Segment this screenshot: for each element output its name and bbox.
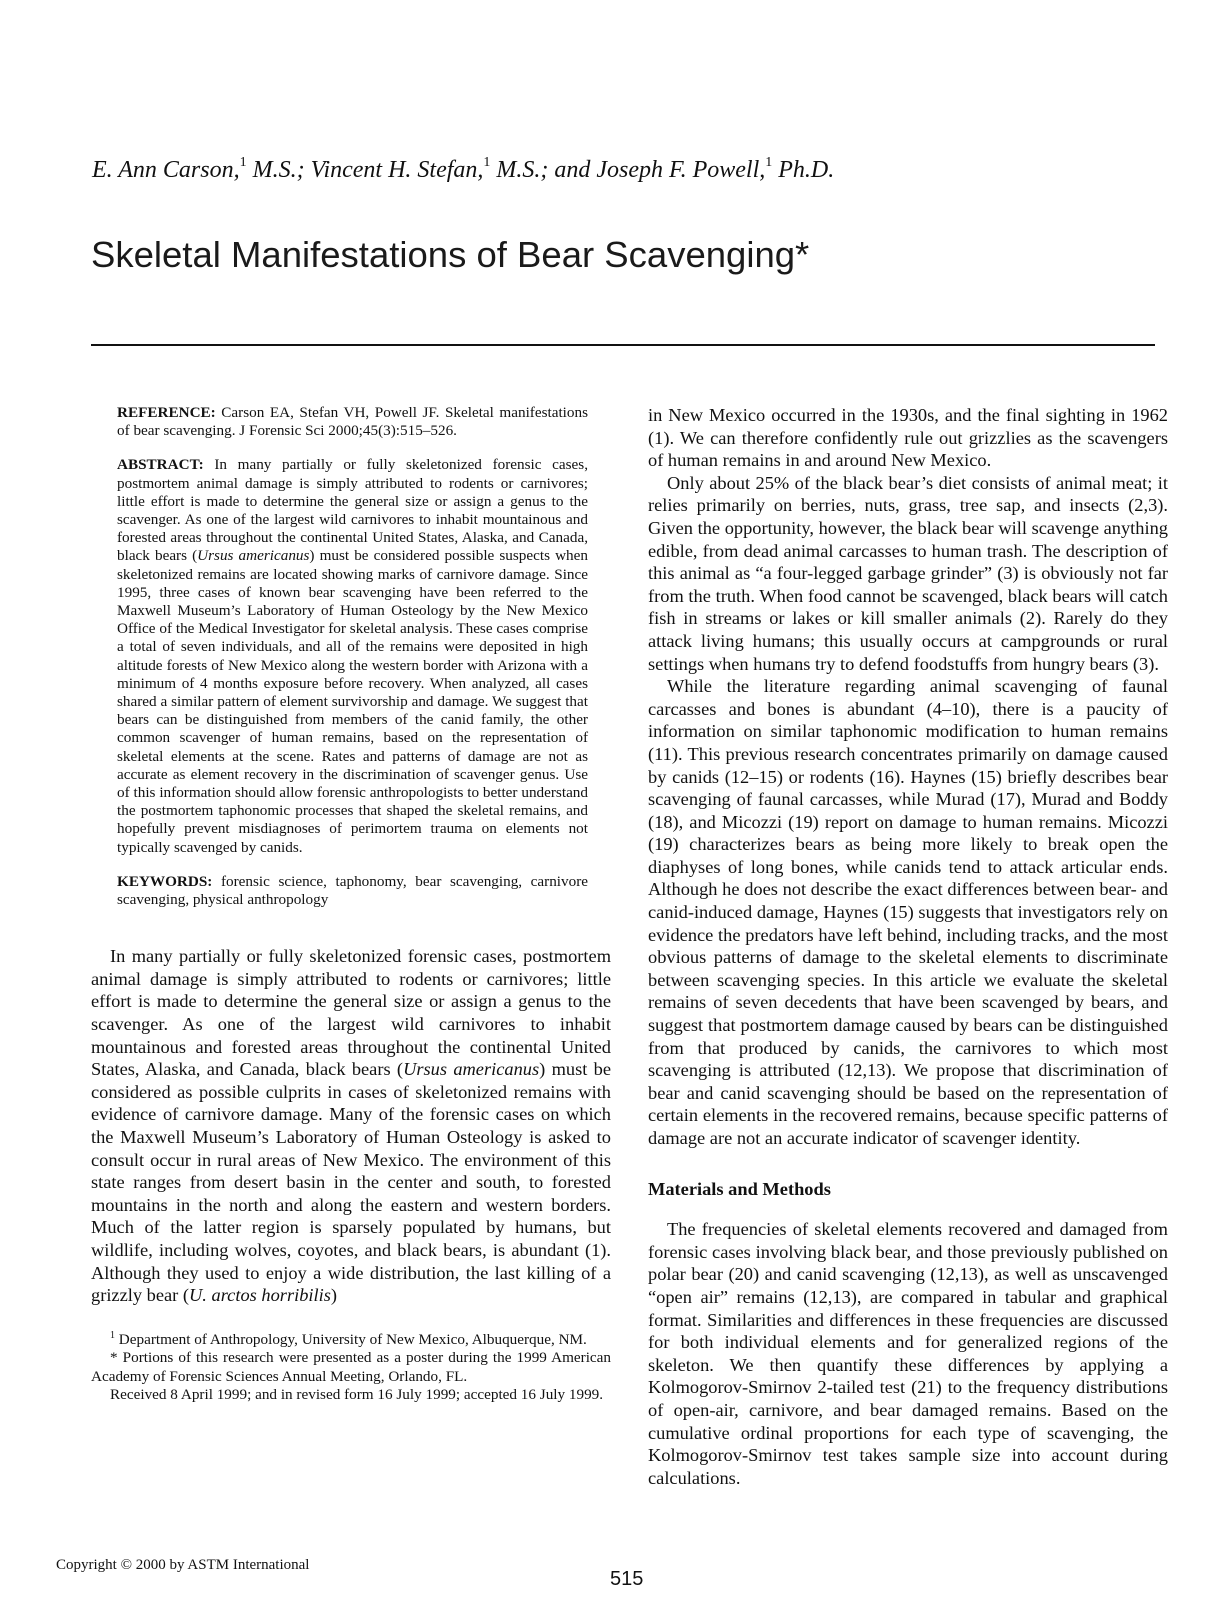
species-name: Ursus americanus (197, 547, 310, 565)
reference-text: Carson EA, Stefan VH, Powell JF. Skeletal manifestations of bear scavenging. J Forensic Sci 2000;45(3):515–526. (117, 404, 589, 440)
section-heading: Materials and Methods (648, 1178, 831, 1199)
footnote-presentation: * Portions of this research were presented as a poster during the 1999 American Academy of Forensic Sciences Annual Meeting, Orlando, FL. (91, 1349, 611, 1385)
intro-paragraph: Only about 25% of the black bear’s diet consists of animal meat; it relies primarily on berries, nuts, grass, tree sap, and insects (2,3). Given the opportunity, however, the black bear will scavenge anything edible, from dead animal carcasses to human trash. The description of this animal as “a four-legged garbage grinder” (3) is obviously not far from the truth. When food cannot be scavenged, black bears will catch fish in streams or lakes or kill smaller animals (2). Rarely do they attack living humans; this usually occurs at campgrounds or rural settings when humans try to defend foodstuffs from hungry bears (3). (648, 472, 1168, 674)
keywords (117, 873, 588, 909)
affiliation-marker: 1 (483, 155, 491, 170)
species-name: U. arctos horribilis (189, 1285, 331, 1306)
body-text: ) must be considered as possible culprits in cases of skeletonized remains with evidence of carnivore damage. Many of the forensic cases on which the Maxwell Museum’s Laboratory of Human Osteology is asked to consult occur in rural areas of New Mexico. The environment of this state ranges from desert basin in the center and south, to forested mountains in the north and along the eastern and western borders. Much of the latter region is sparsely populated by humans, but wildlife, including wolves, coyotes, and black bears, is abundant (1). Although they used to enjoy a wide distribution, the last killing of a grizzly bear ( (91, 1059, 612, 1306)
right-column (648, 404, 1168, 1489)
reference-citation (117, 404, 588, 440)
left-column (91, 404, 611, 1404)
abstract-label: ABSTRACT: (117, 456, 204, 474)
author-name: Ph.D. (772, 157, 835, 183)
body-text: ) (330, 1285, 338, 1306)
footnote-received: Received 8 April 1999; and in revised form 16 July 1999; accepted 16 July 1999. (110, 1386, 604, 1403)
intro-paragraph: While the literature regarding animal scavenging of faunal carcasses and bones is abundant (4–10), there is a paucity of information on similar taphonomic modification to human remains (11). This previous research concentrates primarily on damage caused by canids (12–15) or rodents (16). Haynes (15) briefly describes bear scavenging of faunal carcasses, while Murad (17), Murad and Boddy (18), and Micozzi (19) report on damage to human remains. Micozzi (19) characterizes bears as being more likely to break open the diaphyses of long bones, while canids tend to attack articular ends. Although he does not describe the exact differences between bear- and canid-induced damage, Haynes (15) suggests that investigators rely on evidence the predators have left behind, including tracks, and the most obvious patterns of damage to the skeletal elements to discriminate between scavenging species. In this article we evaluate the skeletal remains of seven decedents that have been scavenged by bears, and suggest that postmortem damage caused by bears can be distinguished from that produced by canids, the carnivores to which most scavenging is attributed (12,13). We propose that discrimination of bear and canid scavenging should be based on the representation of certain elements in the recovered remains, because specific patterns of damage are not an accurate indicator of scavenger identity. (648, 676, 1168, 1148)
author-name: M.S.; and Joseph F. Powell, (490, 157, 766, 183)
abstract-block (91, 404, 588, 909)
author-name: E. Ann Carson, (92, 157, 240, 183)
author-line (92, 154, 1152, 186)
keywords-label: KEYWORDS: (117, 872, 213, 890)
footnotes (91, 1331, 611, 1405)
title-divider (91, 344, 1155, 346)
footnote-text: Department of Anthropology, University of New Mexico, Albuquerque, NM. (115, 1330, 587, 1348)
intro-paragraph-continued: in New Mexico occurred in the 1930s, and the final sighting in 1962 (1). We can therefore confidently rule out grizzlies as the scavengers of human remains in and around New Mexico. (648, 405, 1168, 471)
footnote-affiliation (91, 1331, 611, 1349)
page-number: 515 (610, 1568, 644, 1590)
paper-title: Skeletal Manifestations of Bear Scavenging* (91, 234, 810, 275)
footnote-marker: 1 (110, 1329, 115, 1341)
body-text: In many partially or fully skeletonized forensic cases, postmortem animal damage is simply attributed to rodents or carnivores; little effort is made to determine the general size or assign a genus to the scavenger. As one of the largest wild carnivores to inhabit mountainous and forested areas throughout the continental United States, Alaska, and Canada, black bears ( (91, 946, 611, 1080)
species-name: Ursus americanus (403, 1059, 540, 1080)
reference-label: REFERENCE: (117, 404, 216, 421)
author-name: M.S.; Vincent H. Stefan, (246, 157, 484, 183)
intro-paragraph (91, 945, 611, 1307)
keywords-text: forensic science, taphonomy, bear scavenging, carnivore scavenging, physical anthropology (117, 872, 589, 909)
copyright-notice: Copyright © 2000 by ASTM International (56, 1557, 310, 1573)
affiliation-marker: 1 (239, 155, 247, 170)
abstract-paragraph (117, 456, 588, 856)
affiliation-marker: 1 (765, 155, 773, 170)
methods-paragraph: The frequencies of skeletal elements recovered and damaged from forensic cases involving black bear, and those previously published on polar bear (20) and canid scavenging (12,13), as well as unscavenged “open air” remains (12,13), are compared in tabular and graphical format. Similarities and differences in these frequencies are discussed for both individual elements and for generalized regions of the skeleton. We then quantify these differences by applying a Kolmogorov-Smirnov 2-tailed test (21) to the frequency distributions of open-air, carnivore, and bear damaged remains. Based on the cumulative ordinal proportions for each type of scavenging, the Kolmogorov-Smirnov test takes sample size into account during calculations. (648, 1219, 1168, 1488)
abstract-text: In many partially or fully skeletonized forensic cases, postmortem animal damage is simply attributed to rodents or carnivores; little effort is made to determine the general size or assign a genus to the scavenger. As one of the largest wild carnivores to inhabit mountainous and forested areas throughout the continental United States, Alaska, and Canada, black bears ( (117, 456, 588, 565)
abstract-text: ) must be considered possible suspects when skeletonized remains are located showing marks of carnivore damage. Since 1995, three cases of known bear scavenging have been referred to the Maxwell Museum’s Laboratory of Human Osteology by the New Mexico Office of the Medical Investigator for skeletal analysis. These cases comprise a total of seven individuals, and all of the remains were deposited in high altitude forests of New Mexico along the western border with Arizona with a minimum of 4 months exposure before recovery. When analyzed, all cases shared a similar pattern of element survivorship and damage. We suggest that bears can be distinguished from members of the canid family, the other common scavenger of human remains, based on the representation of skeletal elements at the scene. Rates and patterns of damage are not as accurate as element recovery in the discrimination of scavenger genus. Use of this information should allow forensic anthropologists to better understand the postmortem taphonomic processes that shaped the skeletal remains, and hopefully prevent misdiagnoses of perimortem trauma on elements not typically scavenged by canids. (117, 547, 588, 856)
